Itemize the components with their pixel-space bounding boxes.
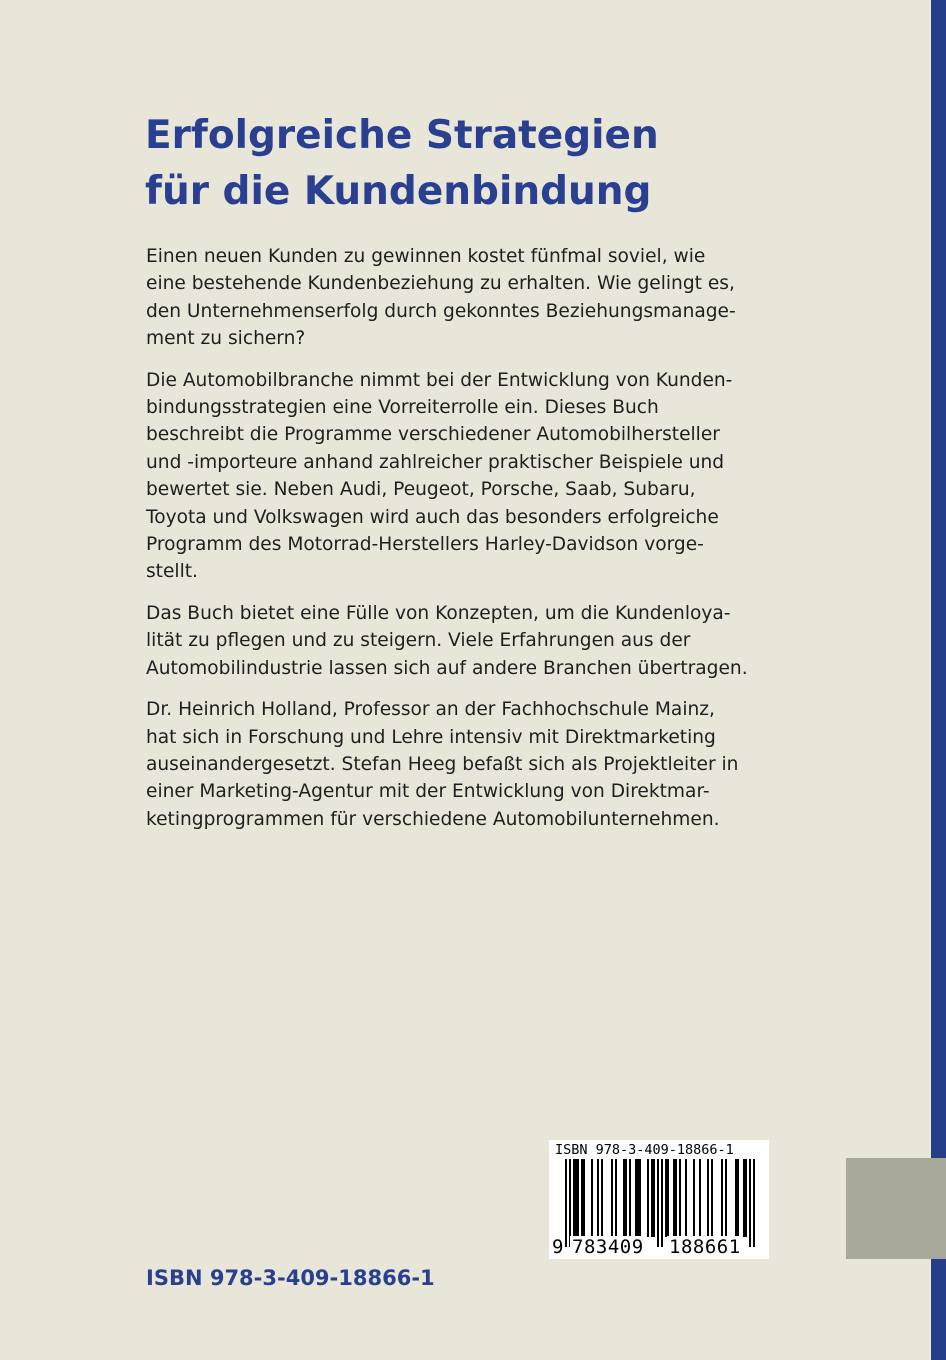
blurb-text (146, 243, 806, 847)
barcode-bar (653, 1159, 655, 1237)
text-line: ketingprogrammen für verschiedene Automobilunternehmen. (146, 808, 720, 830)
text-line: beschreibt die Programme verschiedener Automobilhersteller (146, 424, 720, 446)
barcode-bar (625, 1159, 627, 1237)
barcode-bar (601, 1159, 603, 1237)
barcode-bar (667, 1159, 669, 1237)
barcode-bar (725, 1159, 727, 1237)
text-line: hat sich in Forschung und Lehre intensiv mit Direktmarketing (146, 726, 716, 748)
text-line: Automobilindustrie lassen sich auf andere Branchen übertragen. (146, 657, 748, 679)
title-line-2: für die Kundenbindung (145, 169, 652, 214)
barcode-bar (583, 1159, 585, 1237)
barcode-bar (569, 1159, 571, 1247)
barcode-bar (753, 1159, 755, 1247)
barcode-bar (565, 1159, 567, 1247)
barcode-digit-first: 9 (552, 1236, 564, 1258)
text-line: Das Buch bietet eine Fülle von Konzepten, um die Kundenloya- (146, 602, 731, 624)
barcode-bar (661, 1159, 663, 1247)
gray-accent-block (846, 1158, 946, 1259)
barcode-bar (675, 1159, 677, 1237)
spine-stripe (931, 0, 946, 1360)
barcode-bar (749, 1159, 751, 1247)
barcode-bar (693, 1159, 695, 1237)
text-line: Einen neuen Kunden zu gewinnen kostet fünfmal soviel, wie (146, 246, 706, 267)
barcode-bar (635, 1159, 637, 1237)
barcode-bar (573, 1159, 575, 1237)
barcode-bar (577, 1159, 579, 1237)
barcode-bar (651, 1159, 653, 1237)
barcode-bar (637, 1159, 639, 1237)
paragraph-concepts (146, 600, 806, 682)
barcode-digits (549, 1236, 769, 1258)
paragraph-authors (146, 696, 806, 833)
barcode-bar (647, 1159, 649, 1237)
text-line: lität zu pflegen und zu steigern. Viele Erfahrungen aus der (146, 630, 691, 652)
text-line: ment zu sichern? (146, 328, 306, 350)
barcode-bar (707, 1159, 709, 1237)
title-line-1: Erfolgreiche Strategien (145, 113, 659, 158)
barcode-bar (745, 1159, 747, 1237)
barcode-bar (581, 1159, 583, 1237)
barcode-bar (673, 1159, 675, 1237)
text-line: bindungsstrategien eine Vorreiterrolle ein. Dieses Buch (146, 397, 659, 419)
text-line: den Unternehmenserfolg durch gekonntes Beziehungsmanage- (146, 300, 736, 322)
text-line: einer Marketing-Agentur mit der Entwicklung von Direktmar- (146, 781, 710, 803)
text-line: Die Automobilbranche nimmt bei der Entwicklung von Kunden- (146, 369, 733, 391)
barcode (549, 1140, 769, 1259)
barcode-isbn-label: ISBN 978-3-409-18866-1 (555, 1142, 734, 1158)
barcode-bar (657, 1159, 659, 1247)
barcode-bar (597, 1159, 599, 1237)
text-line: stellt. (146, 561, 198, 583)
barcode-bar (679, 1159, 681, 1237)
text-line: und -importeure anhand zahlreicher praktischer Beispiele und (146, 451, 725, 473)
text-line: bewertet sie. Neben Audi, Peugeot, Porsche, Saab, Subaru, (146, 479, 696, 501)
isbn-footer: ISBN 978-3-409-18866-1 (146, 1266, 435, 1290)
barcode-bar (665, 1159, 667, 1237)
barcode-bar (711, 1159, 713, 1237)
barcode-bar (611, 1159, 613, 1237)
barcode-bar (639, 1159, 641, 1237)
paragraph-automotive (146, 367, 806, 586)
barcode-bar (575, 1159, 577, 1237)
barcode-digit-left-group: 783409 (572, 1236, 644, 1258)
cover-title (145, 108, 845, 220)
text-line: eine bestehende Kundenbeziehung zu erhalten. Wie gelingt es, (146, 273, 735, 295)
barcode-bar (591, 1159, 593, 1237)
barcode-bar (743, 1159, 745, 1237)
barcode-bar (685, 1159, 687, 1237)
barcode-bar (623, 1159, 625, 1237)
barcode-bar (699, 1159, 701, 1237)
barcode-bar (629, 1159, 631, 1237)
text-line: Toyota und Volkswagen wird auch das besonders erfolgreiche (146, 506, 719, 528)
barcode-digit-right-group: 188661 (669, 1236, 741, 1258)
paragraph-intro (146, 243, 806, 353)
text-line: Dr. Heinrich Holland, Professor an der Fachhochschule Mainz, (146, 699, 715, 721)
barcode-bar (721, 1159, 723, 1237)
text-line: auseinandergesetzt. Stefan Heeg befaßt sich als Projektleiter in (146, 753, 739, 775)
text-line: Programm des Motorrad-Herstellers Harley-Davidson vorge- (146, 534, 704, 556)
barcode-bar (735, 1159, 737, 1237)
barcode-bar (615, 1159, 617, 1237)
barcode-bar (737, 1159, 739, 1237)
